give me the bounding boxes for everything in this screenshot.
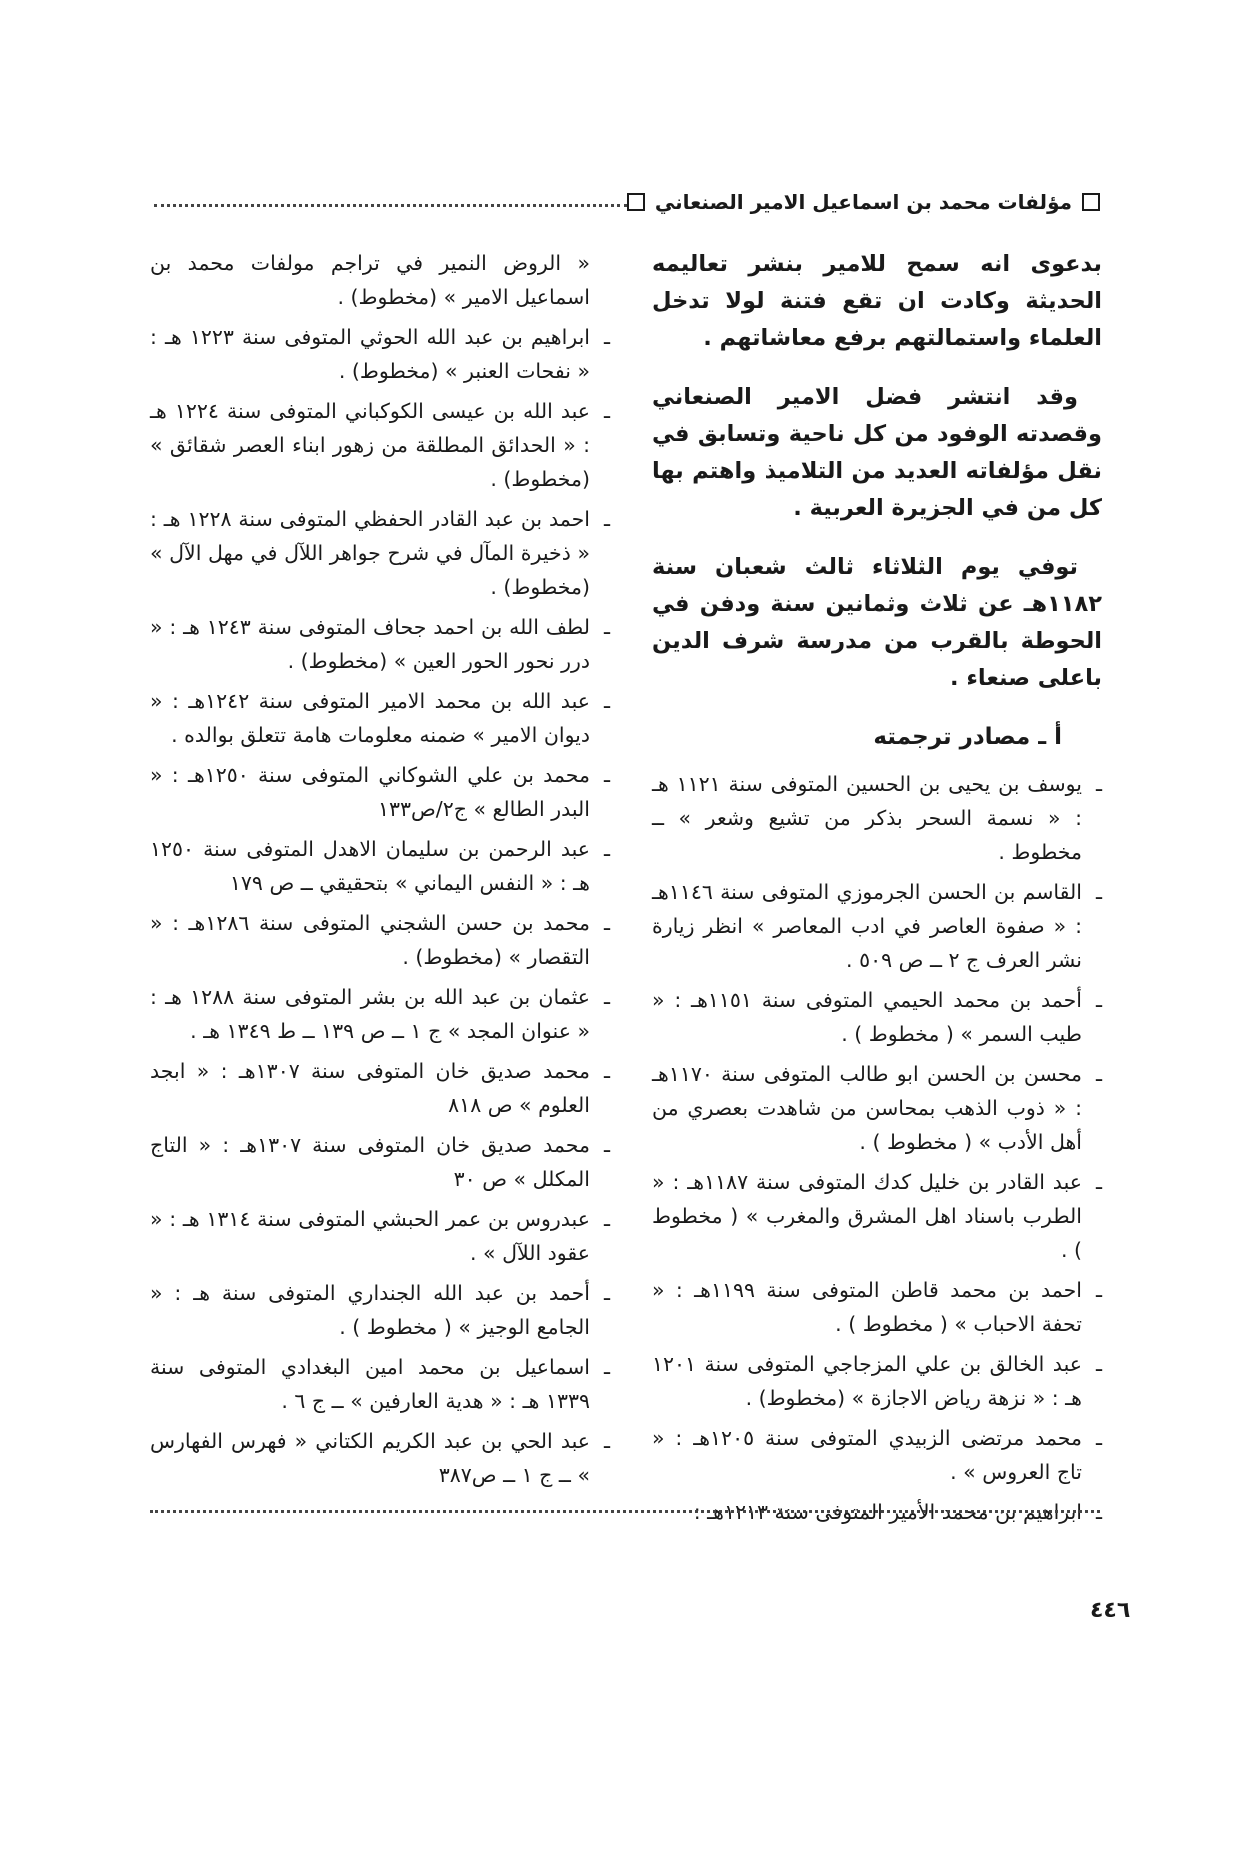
source-entry: ـ احمد بن محمد قاطن المتوفى سنة ١١٩٩هـ : « تحفة الاحباب » ( مخطوط ) . (652, 1278, 1102, 1336)
source-entry-continuation: « الروض النمير في تراجم مولفات محمد بن اسماعيل الامير » (مخطوط) . (150, 251, 590, 309)
source-entry: ـ عبدروس بن عمر الحبشي المتوفى سنة ١٣١٤ هـ : « عقود اللآل » . (150, 1207, 610, 1265)
source-entry: ـ يوسف بن يحيى بن الحسين المتوفى سنة ١١٢١ هـ : « نسمة السحر بذكر من تشيع وشعر » ــ مخطوط . (652, 772, 1102, 864)
source-entry: ـ ابراهيم بن عبد الله الحوثي المتوفى سنة ١٢٢٣ هـ : « نفحات العنبر » (مخطوط) . (150, 325, 610, 383)
left-column (150, 246, 610, 1498)
header-dotted-rule (154, 204, 627, 207)
source-entry: ـ اسماعيل بن محمد امين البغدادي المتوفى سنة ١٣٣٩ هـ : « هدية العارفين » ــ ج ٦ . (150, 1355, 610, 1413)
header-box-ornament-left (627, 193, 645, 211)
footer-dotted-rule (150, 1510, 1100, 1513)
source-entry: ـ محمد مرتضى الزبيدي المتوفى سنة ١٢٠٥هـ : « تاج العروس » . (652, 1426, 1102, 1484)
source-entry: ـ عبد الله بن عيسى الكوكباني المتوفى سنة ١٢٢٤ هـ : « الحدائق المطلقة من زهور ابناء العصر شقائق » (مخطوط) . (150, 399, 610, 491)
source-entry: ـ أحمد بن عبد الله الجنداري المتوفى سنة هـ : « الجامع الوجيز » ( مخطوط ) . (150, 1281, 610, 1339)
source-entry: ـ محسن بن الحسن ابو طالب المتوفى سنة ١١٧٠هـ : « ذوب الذهب بمحاسن من شاهدت بعصري من أهل الأدب » ( مخطوط ) . (652, 1062, 1102, 1154)
source-entry: ـ احمد بن عبد القادر الحفظي المتوفى سنة ١٢٢٨ هـ : « ذخيرة المآل في شرح جواهر اللآل في مهل الآل » (مخطوط) . (150, 507, 610, 599)
source-entry: ـ القاسم بن الحسن الجرموزي المتوفى سنة ١١٤٦هـ : « صفوة العاصر في ادب المعاصر » انظر زيارة نشر العرف ج ٢ ــ ص ٥٠٩ . (652, 880, 1102, 972)
header-box-ornament-right (1082, 193, 1100, 211)
running-header (150, 185, 1100, 219)
source-entry: ـ عبد الحي بن عبد الكريم الكتاني « فهرس الفهارس » ــ ج ١ ــ ص٣٨٧ (150, 1429, 610, 1487)
source-entry: ـ عثمان بن عبد الله بن بشر المتوفى سنة ١٢٨٨ هـ : « عنوان المجد » ج ١ ــ ص ١٣٩ ــ ط ١٣٤٩ هـ . (150, 985, 610, 1043)
source-entry: ـ محمد صديق خان المتوفى سنة ١٣٠٧هـ : « التاج المكلل » ص ٣٠ (150, 1133, 610, 1191)
right-column (652, 246, 1102, 1535)
section-heading: أ ـ مصادر ترجمته (873, 724, 1062, 750)
source-entry: ـ محمد بن حسن الشجني المتوفى سنة ١٢٨٦هـ : « التقصار » (مخطوط) . (150, 911, 610, 969)
source-entry: ـ ابراهيم بن محمد الأمير المتوفى سنة ١٢١٣هـ : (693, 1500, 1102, 1524)
source-entry: ـ عبد القادر بن خليل كدك المتوفى سنة ١١٨٧هـ : « الطرب باسناد اهل المشرق والمغرب » ( مخطوط ) . (652, 1170, 1102, 1262)
running-header-title: مؤلفات محمد بن اسماعيل الامير الصنعاني (654, 190, 1072, 214)
source-entry: ـ عبد الخالق بن علي المزجاجي المتوفى سنة ١٢٠١ هـ : « نزهة رياض الاجازة » (مخطوط) . (652, 1352, 1102, 1410)
source-entry: ـ عبد الرحمن بن سليمان الاهدل المتوفى سنة ١٢٥٠ هـ : « النفس اليماني » بتحقيقي ــ ص ١٧٩ (150, 837, 610, 895)
source-entry: ـ عبد الله بن محمد الامير المتوفى سنة ١٢٤٢هـ : « ديوان الامير » ضمنه معلومات هامة تتعلق بوالده . (150, 689, 610, 747)
paragraph-fame: وقد انتشر فضل الامير الصنعاني وقصدته الوفود من كل ناحية وتسابق في نقل مؤلفاته العديد من التلاميذ واهتم بها كل من في الجزيرة العربية . (652, 384, 1102, 521)
source-entry: ـ أحمد بن محمد الحيمي المتوفى سنة ١١٥١هـ : « طيب السمر » ( مخطوط ) . (652, 988, 1102, 1046)
paragraph-intro: بدعوى انه سمح للامير بنشر تعاليمه الحديثة وكادت ان تقع فتنة لولا تدخل العلماء واستمالتهم برفع معاشاتهم . (652, 251, 1102, 351)
source-entry: ـ محمد صديق خان المتوفى سنة ١٣٠٧هـ : « ابجد العلوم » ص ٨١٨ (150, 1059, 610, 1117)
paragraph-death: توفي يوم الثلاثاء ثالث شعبان سنة ١١٨٢هـ عن ثلاث وثمانين سنة ودفن في الحوطة بالقرب من مدرسة شرف الدين باعلى صنعاء . (652, 554, 1102, 691)
page-number: ٤٤٦ (1090, 1598, 1131, 1623)
source-entry: ـ محمد بن علي الشوكاني المتوفى سنة ١٢٥٠هـ : « البدر الطالع » ج٢/ص١٣٣ (150, 763, 610, 821)
source-entry: ـ لطف الله بن احمد جحاف المتوفى سنة ١٢٤٣ هـ : « درر نحور الحور العين » (مخطوط) . (150, 615, 610, 673)
